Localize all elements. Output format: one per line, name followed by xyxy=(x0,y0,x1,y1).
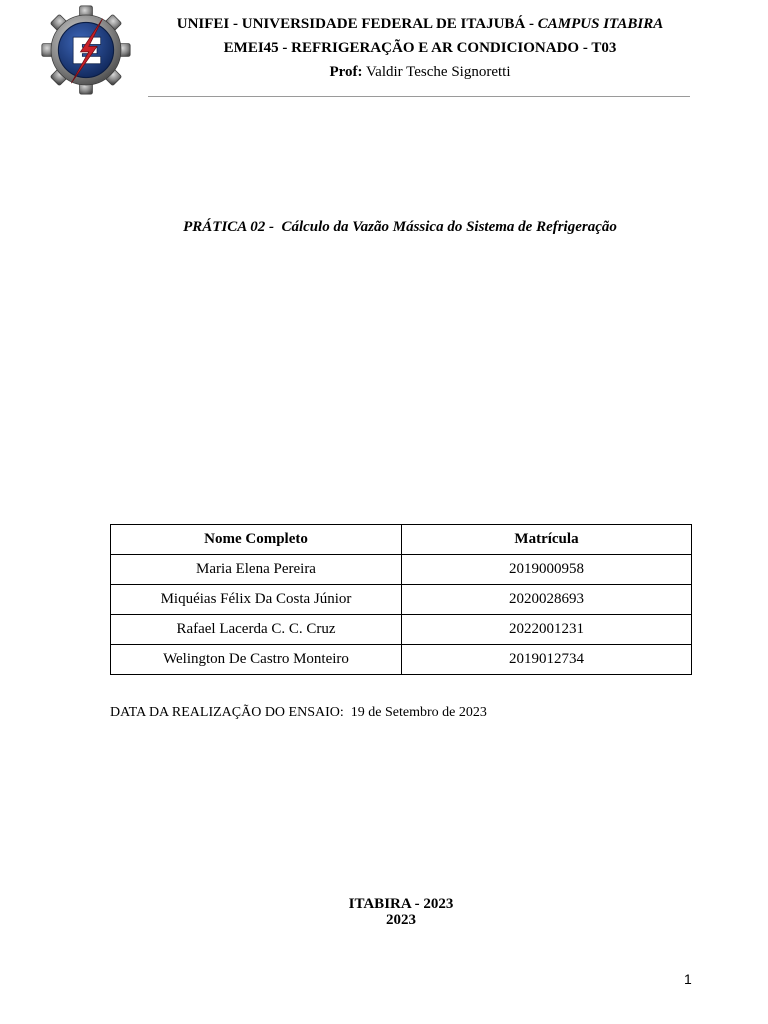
course-name: EMEI45 - REFRIGERAÇÃO E AR CONDICIONADO - T03 xyxy=(223,40,617,56)
document-header xyxy=(150,12,690,84)
document-footer xyxy=(0,896,768,928)
student-name: Miquéias Félix Da Costa Júnior xyxy=(111,585,402,615)
practice-title: PRÁTICA 02 - Cálculo da Vazão Mássica do Sistema de Refrigeração xyxy=(183,219,617,235)
student-registration: 2019012734 xyxy=(402,645,692,675)
unifei-logo xyxy=(38,4,134,96)
student-name: Welington De Castro Monteiro xyxy=(111,645,402,675)
test-date-value: 19 de Setembro de 2023 xyxy=(343,705,487,720)
table-row xyxy=(111,645,692,675)
page-number: 1 xyxy=(684,971,692,987)
course-line xyxy=(150,36,690,60)
test-date xyxy=(110,705,487,721)
header-divider xyxy=(148,96,690,97)
test-date-label: DATA DA REALIZAÇÃO DO ENSAIO: xyxy=(110,705,344,720)
student-name: Maria Elena Pereira xyxy=(111,555,402,585)
table-row xyxy=(111,585,692,615)
university-name: UNIFEI - UNIVERSIDADE FEDERAL DE ITAJUBÁ - xyxy=(176,16,538,32)
professor-name: Valdir Tesche Signoretti xyxy=(362,64,511,80)
student-registration: 2022001231 xyxy=(402,615,692,645)
table-row xyxy=(111,615,692,645)
professor-label: Prof: xyxy=(329,64,363,80)
student-registration: 2020028693 xyxy=(402,585,692,615)
student-name: Rafael Lacerda C. C. Cruz xyxy=(111,615,402,645)
table-header-row xyxy=(111,525,692,555)
campus-name: CAMPUS ITABIRA xyxy=(537,16,664,32)
column-header-name: Nome Completo xyxy=(111,525,402,555)
column-header-registration: Matrícula xyxy=(402,525,692,555)
university-line xyxy=(150,12,690,36)
professor-line xyxy=(150,60,690,84)
city-year: ITABIRA - 2023 xyxy=(348,896,454,912)
student-registration: 2019000958 xyxy=(402,555,692,585)
students-table xyxy=(110,524,692,675)
table-row xyxy=(111,555,692,585)
year: 2023 xyxy=(386,912,416,928)
